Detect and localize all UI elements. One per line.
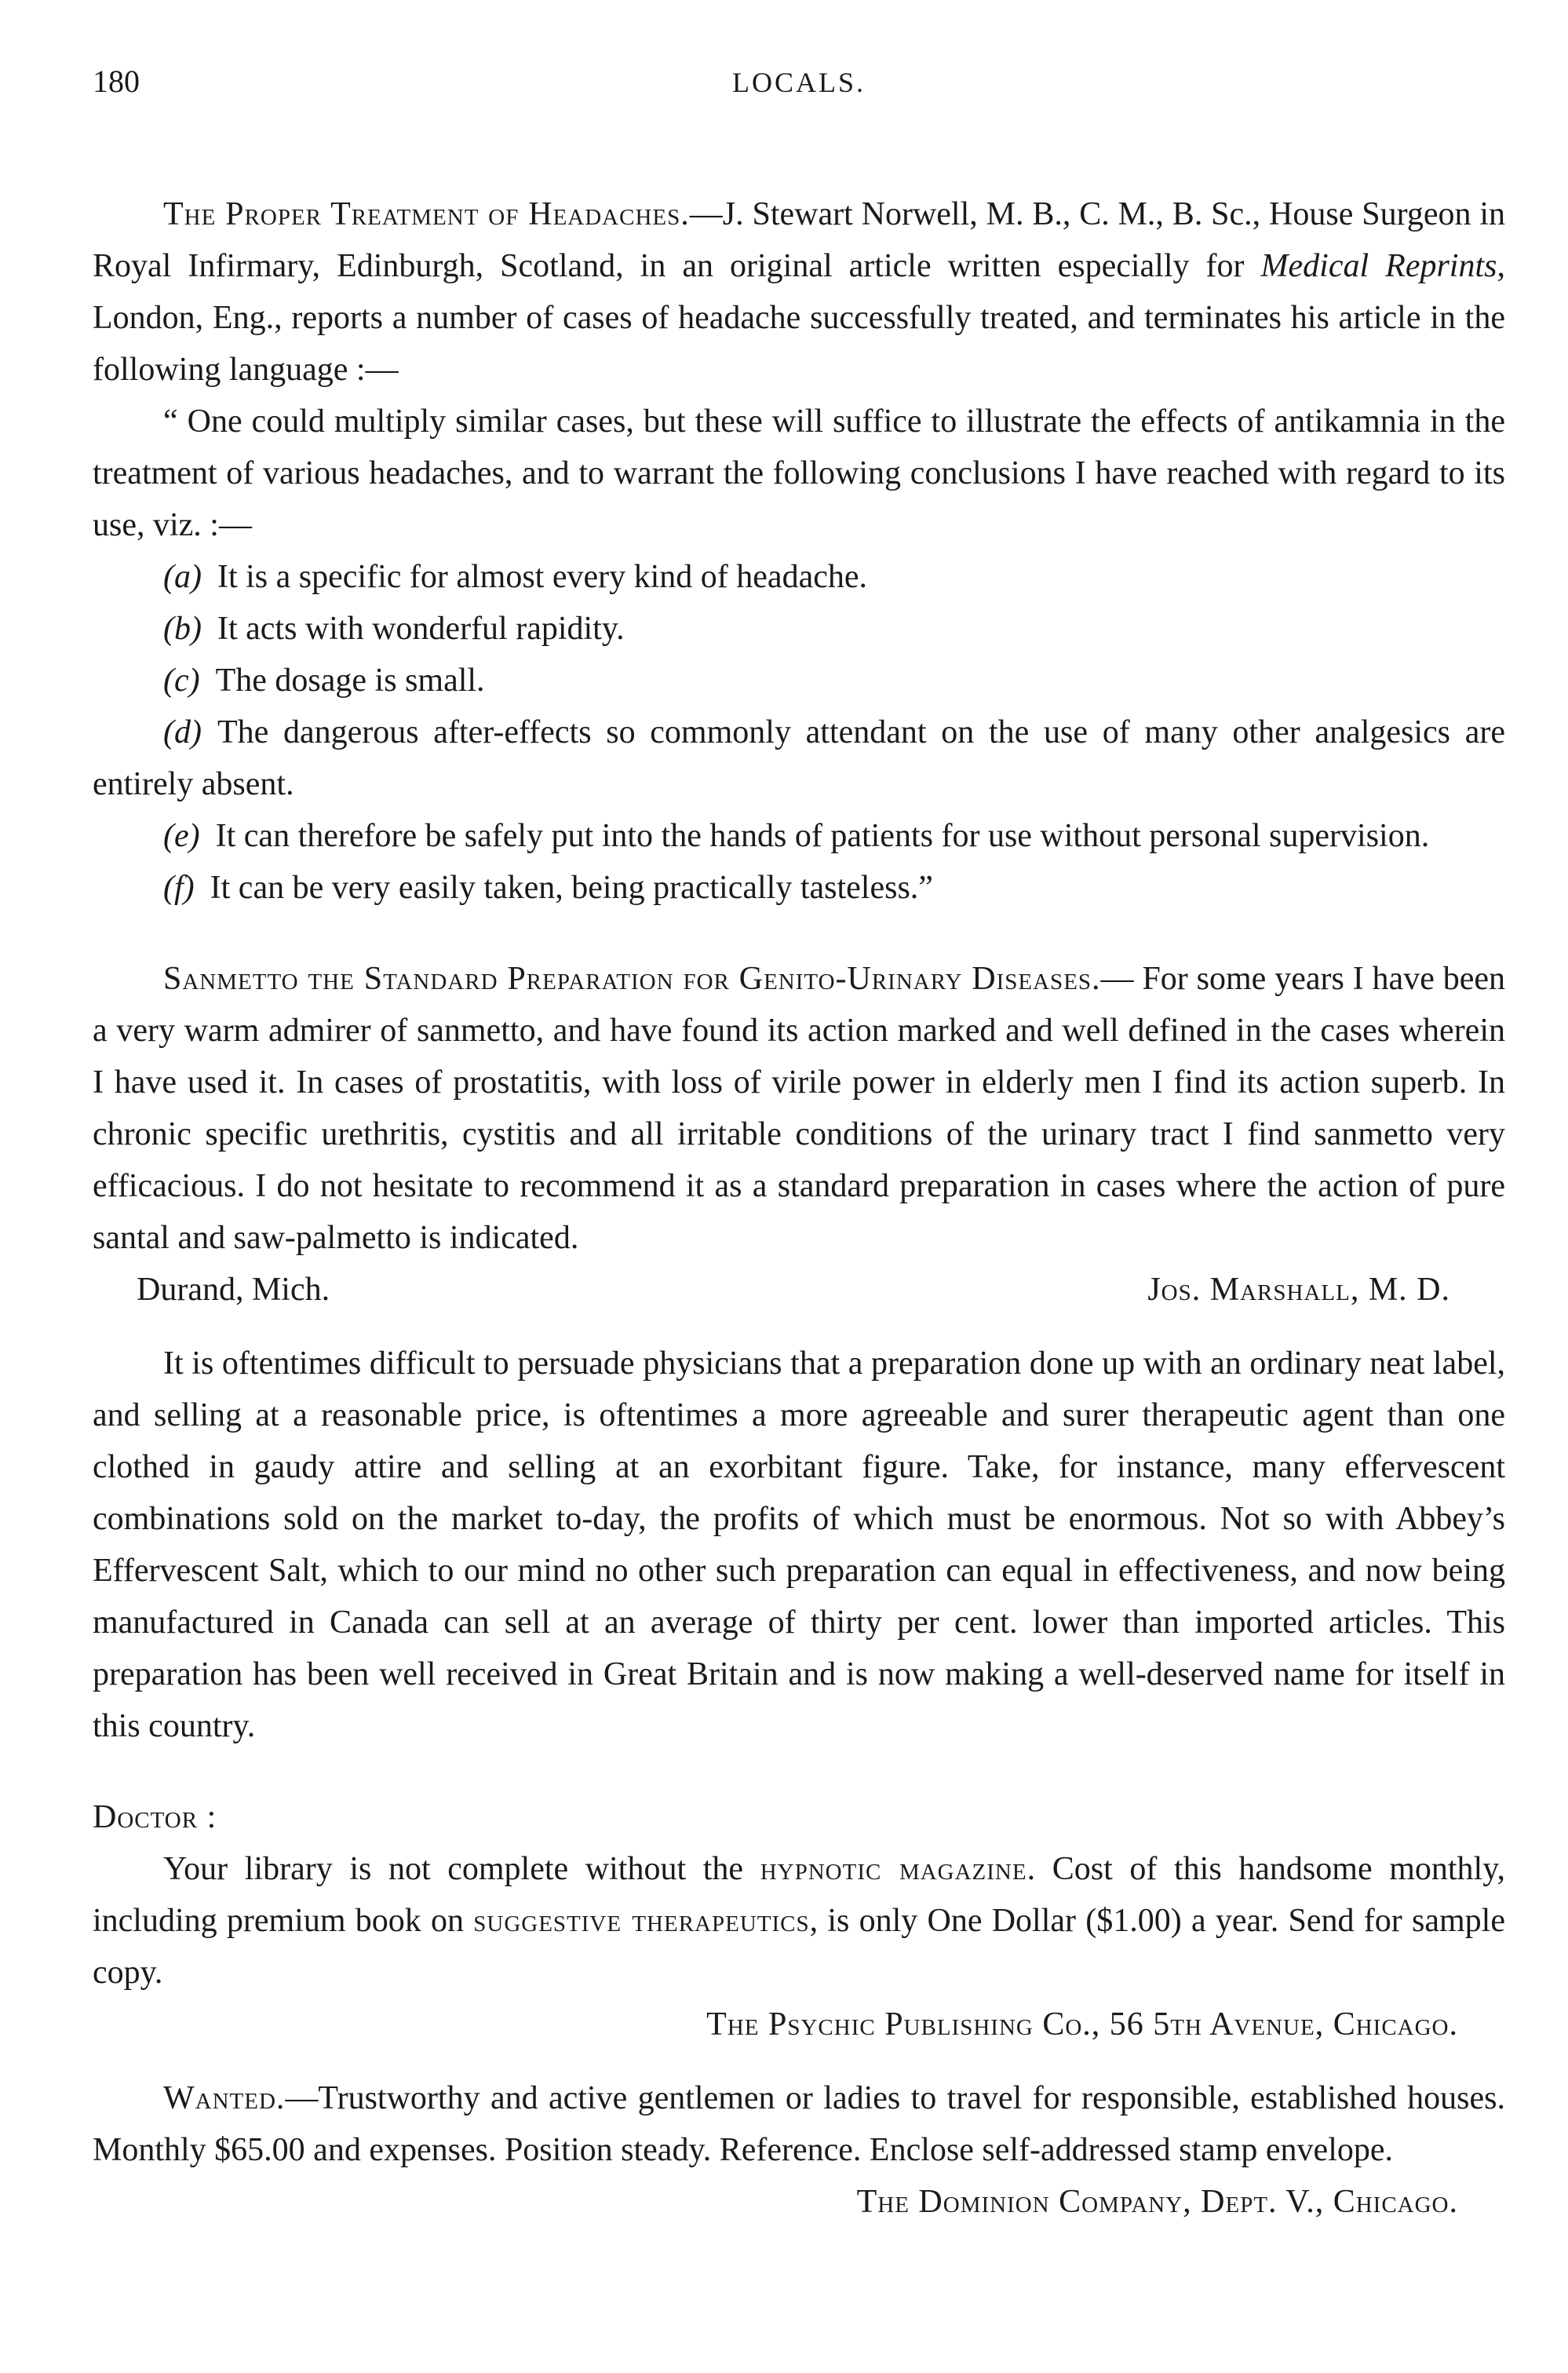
page-number: 180 bbox=[93, 64, 140, 99]
sanmetto-title: Sanmetto the Standard Preparation for Genito-Urinary Diseases. bbox=[163, 961, 1101, 997]
wanted-label: Wanted. bbox=[163, 2080, 286, 2116]
item-label: (a) bbox=[163, 559, 202, 595]
quote-intro: “ One could multiply similar cases, but these will suffice to illustrate the effects of antikamnia in the treatment of various headaches, and to warrant the following conclusions I have reached with regard to its use, viz. :— bbox=[93, 403, 1505, 543]
abbey-paragraph: It is oftentimes difficult to persuade physicians that a preparation done up with an ordinary neat label, and selling at a reasonable price, is oftentimes a more agreeable and surer therapeutic agent than one clothed in gaudy attire and selling at an exorbitant figure. Take, for instance, many effervescent combinations sold on the market to-day, the profits of which must be enormous. Not so with Abbey’s Effervescent Salt, which to our mind no other such preparation can equal in effectiveness, and now being manufactured in Canada can sell at an average of thirty per cent. lower than imported articles. This preparation has been well received in Great Britain and is now making a well-deserved name for itself in this country. bbox=[93, 1345, 1505, 1744]
doctor-text-2: . Cost of this handsome monthly, including premium book on bbox=[93, 1851, 1505, 1939]
headaches-text-2: , London, Eng., reports a number of cases of headache successfully treated, and terminates his article in the following language :— bbox=[93, 248, 1505, 388]
item-text: It can therefore be safely put into the hands of patients for use without personal supervision. bbox=[215, 818, 1430, 854]
item-text: It can be very easily taken, being practically tasteless.” bbox=[210, 870, 933, 906]
item-label: (b) bbox=[163, 611, 202, 647]
publication-name: Medical Reprints bbox=[1260, 248, 1497, 284]
conclusion-item bbox=[93, 655, 1505, 706]
sanmetto-signature-row bbox=[93, 1264, 1505, 1316]
conclusion-item bbox=[93, 603, 1505, 655]
running-title: LOCALS. bbox=[731, 67, 866, 98]
sanmetto-text: For some years I have been a very warm admirer of sanmetto, and have found its action marked and well defined in the cases wherein I have used it. In cases of prostatitis, with loss of virile power in elderly men I find its action superb. In chronic specific urethritis, cystitis and all irritable conditions of the urinary tract I find sanmetto very efficacious. I do not hesitate to recommend it as a standard preparation in cases where the action of pure santal and saw-palmetto is indicated. bbox=[93, 961, 1506, 1256]
wanted-text: —Trustworthy and active gentlemen or ladies to travel for responsible, established houses. Monthly $65.00 and expenses. Position steady. Reference. Enclose self-addressed stamp envelope. bbox=[93, 2080, 1505, 2168]
sanmetto-article bbox=[93, 953, 1505, 1264]
sanmetto-place: Durand, Mich. bbox=[137, 1272, 330, 1308]
book-name: suggestive therapeutics bbox=[473, 1903, 810, 1939]
item-label: (e) bbox=[163, 818, 200, 854]
page bbox=[93, 47, 1505, 2228]
conclusion-item bbox=[93, 551, 1505, 603]
abbey-article bbox=[93, 1338, 1505, 1752]
page-header bbox=[93, 47, 1505, 110]
magazine-name: hypnotic magazine bbox=[760, 1851, 1027, 1887]
doctor-salutation: Doctor : bbox=[93, 1799, 217, 1835]
item-label: (c) bbox=[163, 663, 200, 699]
doctor-notice bbox=[93, 1791, 1505, 2050]
sanmetto-paragraph bbox=[93, 953, 1505, 1264]
conclusion-item bbox=[93, 862, 1505, 914]
doctor-text-1: Your library is not complete without the bbox=[163, 1851, 760, 1887]
item-text: It acts with wonderful rapidity. bbox=[217, 611, 625, 647]
sanmetto-dash: — bbox=[1100, 961, 1134, 997]
item-label: (f) bbox=[163, 870, 195, 906]
wanted-notice bbox=[93, 2072, 1505, 2228]
headaches-article bbox=[93, 188, 1505, 914]
headaches-title: The Proper Treatment of Headaches. bbox=[163, 196, 690, 232]
item-text: The dosage is small. bbox=[215, 663, 485, 699]
wanted-signature: The Dominion Company, Dept. V., Chicago. bbox=[856, 2184, 1458, 2220]
doctor-signature: The Psychic Publishing Co., 56 5th Avenue, Chicago. bbox=[706, 2006, 1458, 2043]
sanmetto-author: Jos. Marshall, M. D. bbox=[1147, 1272, 1450, 1308]
item-text: The dangerous after-effects so commonly attendant on the use of many other analgesics are entirely absent. bbox=[93, 714, 1505, 802]
item-text: It is a specific for almost every kind of headache. bbox=[217, 559, 867, 595]
wanted-paragraph bbox=[93, 2072, 1505, 2176]
headaches-text-1: —J. Stewart Norwell, M. B., C. M., B. Sc., House Surgeon in Royal Infirmary, Edinburgh, Scotland, in an original article written especially for bbox=[93, 196, 1505, 284]
doctor-text-3: , is only One Dollar ($1.00) a year. Send for sample copy. bbox=[93, 1903, 1505, 1991]
doctor-paragraph bbox=[93, 1843, 1505, 1999]
headaches-lead-paragraph bbox=[93, 188, 1505, 396]
conclusion-item bbox=[93, 706, 1505, 810]
item-label: (d) bbox=[163, 714, 202, 750]
conclusion-item bbox=[93, 810, 1505, 862]
